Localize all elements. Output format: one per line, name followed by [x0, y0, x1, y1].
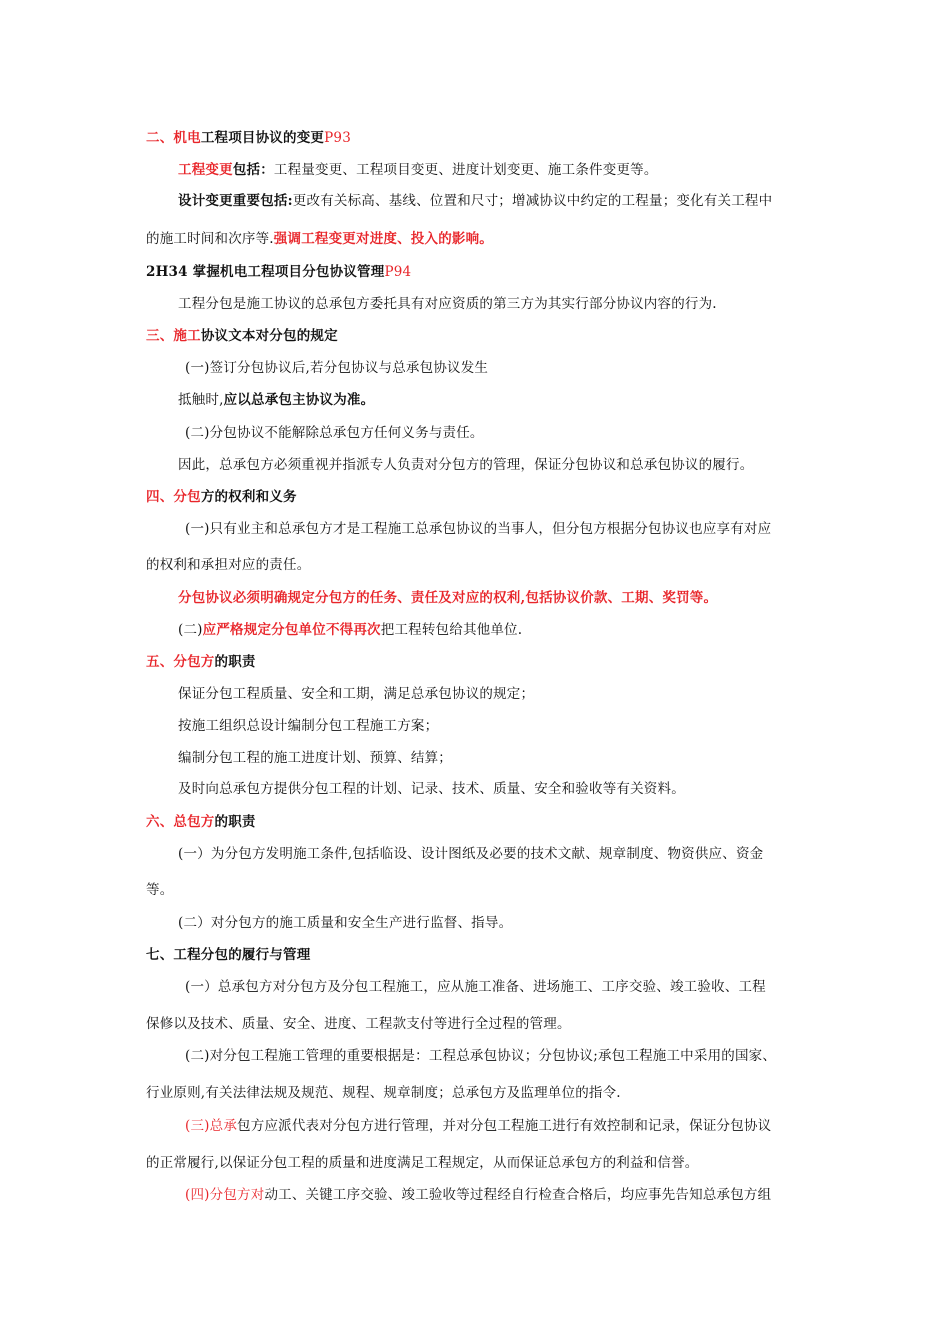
text-span: 动工、关键工序交验、竣工验收等过程经自行检查合格后，均应事先告知总承包方组	[264, 1187, 772, 1203]
text-span: (二)	[178, 622, 203, 638]
text-span: 六、总包方	[146, 814, 215, 830]
text-span: 四、分包	[146, 489, 201, 505]
text-span: 把工程转包给其他单位.	[380, 622, 523, 638]
text-line	[0, 455, 950, 475]
text-line	[0, 487, 950, 507]
text-span: 等。	[146, 882, 174, 898]
text-span: 按施工组织总设计编制分包工程施工方案；	[178, 718, 439, 734]
text-line	[0, 588, 950, 608]
text-line	[0, 423, 950, 443]
text-span: 工程分包是施工协议的总承包方委托具有对应资质的第三方为其实行部分协议内容的行为.	[178, 296, 717, 312]
text-span: 的职责	[214, 814, 256, 830]
text-span: (三)总承	[185, 1118, 238, 1134]
text-line	[0, 977, 950, 997]
text-line	[0, 1185, 950, 1205]
text-span: 保修以及技术、质量、安全、进度、工程款支付等进行全过程的管理。	[146, 1016, 571, 1032]
text-span: (一）为分包方发明施工条件,包括临设、设计图纸及必要的技术文献、规章制度、物资供应、资金	[178, 846, 764, 862]
text-span: (四)分包方对	[185, 1187, 265, 1203]
text-span: 抵触时,	[178, 392, 224, 408]
text-span: 七、工程分包的履行与管理	[146, 947, 311, 963]
text-line	[0, 716, 950, 736]
text-line	[0, 812, 950, 832]
text-span: 方的权利和义务	[200, 489, 297, 505]
text-span: 编制分包工程的施工进度计划、预算、结算；	[178, 750, 452, 766]
text-span: 2H34 掌握机电工程项目分包协议管理	[146, 264, 385, 280]
text-line	[0, 390, 950, 410]
text-span: (二）对分包方的施工质量和安全生产进行监督、指导。	[178, 915, 513, 931]
text-line	[0, 1014, 950, 1034]
text-line	[0, 1083, 950, 1103]
text-span: 五、分包方	[146, 654, 215, 670]
text-span: 保证分包工程质量、安全和工期，满足总承包协议的规定；	[178, 686, 535, 702]
text-line	[0, 945, 950, 965]
text-line	[0, 519, 950, 539]
text-span: 三、施工	[146, 328, 201, 344]
text-span: (一）总承包方对分包方及分包工程施工，应从施工准备、进场施工、工序交验、竣工验收、工程	[185, 979, 766, 995]
text-line	[0, 555, 950, 575]
text-span: 应以总承包主协议为准。	[223, 392, 375, 408]
text-span: 工程变更	[178, 162, 233, 178]
text-line	[0, 844, 950, 864]
text-span: 行业原则,有关法律法规及规范、规程、规章制度；总承包方及监理单位的指令.	[146, 1085, 621, 1101]
text-span: 因此，总承包方必须重视并指派专人负责对分包方的管理，保证分包协议和总承包协议的履行。	[178, 457, 754, 473]
text-line	[0, 262, 950, 282]
text-span: 的权利和承担对应的责任。	[146, 557, 311, 573]
text-line	[0, 326, 950, 346]
text-span: 协议文本对分包的规定	[200, 328, 338, 344]
text-span: P93	[324, 130, 351, 146]
text-span: 应严格规定分包单位不得再次	[202, 622, 381, 638]
text-span: 分包协议必须明确规定分包方的任务、责任及对应的权利,包括协议价款、工期、奖罚等。	[178, 590, 718, 606]
text-span: (二)分包协议不能解除总承包方任何义务与责任。	[185, 425, 484, 441]
text-line	[0, 913, 950, 933]
text-line	[0, 779, 950, 799]
text-line	[0, 880, 950, 900]
text-span: 强调工程变更对进度、投入的影响。	[273, 231, 493, 247]
text-span: (一)签订分包协议后,若分包协议与总承包协议发生	[185, 360, 489, 376]
text-span: 的职责	[214, 654, 256, 670]
text-span: 工程项目协议的变更	[200, 130, 325, 146]
text-line	[0, 160, 950, 180]
text-span: (二)对分包工程施工管理的重要根据是：工程总承包协议；分包协议;承包工程施工中采用的国家、	[185, 1048, 777, 1064]
text-line	[0, 358, 950, 378]
text-line	[0, 684, 950, 704]
text-line	[0, 229, 950, 249]
text-span: 的施工时间和次序等.	[146, 231, 274, 247]
text-line	[0, 652, 950, 672]
text-span: 包方应派代表对分包方进行管理，并对分包工程施工进行有效控制和记录，保证分包协议	[237, 1118, 772, 1134]
text-line	[0, 1153, 950, 1173]
text-span: (一)只有业主和总承包方才是工程施工总承包协议的当事人，但分包方根据分包协议也应享有对应	[185, 521, 772, 537]
text-span: 工程量变更、工程项目变更、进度计划变更、施工条件变更等。	[273, 162, 658, 178]
text-span: 及时向总承包方提供分包工程的计划、记录、技术、质量、安全和验收等有关资料。	[178, 781, 685, 797]
text-line	[0, 128, 950, 148]
text-span: 设计变更重要包括:	[178, 193, 293, 209]
text-line	[0, 191, 950, 211]
text-span: 的正常履行,以保证分包工程的质量和进度满足工程规定，从而保证总承包方的利益和信誉。	[146, 1155, 699, 1171]
text-span: 二、机电	[146, 130, 201, 146]
text-span: 包括：	[232, 162, 274, 178]
text-span: 更改有关标高、基线、位置和尺寸；增减协议中约定的工程量；变化有关工程中	[292, 193, 773, 209]
text-line	[0, 748, 950, 768]
text-line	[0, 620, 950, 640]
text-line	[0, 1046, 950, 1066]
text-line	[0, 294, 950, 314]
text-line	[0, 1116, 950, 1136]
text-span: P94	[384, 264, 412, 280]
